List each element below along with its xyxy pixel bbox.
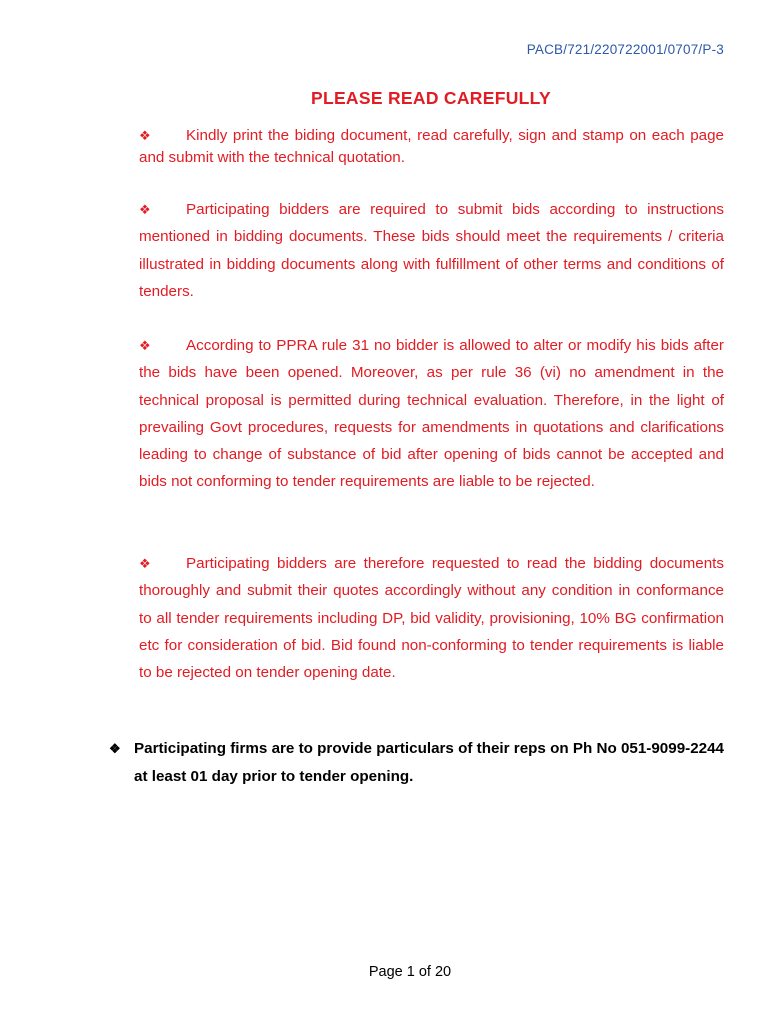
- page-number: Page 1 of 20: [368, 964, 452, 980]
- instruction-paragraph-4: [139, 550, 724, 686]
- final-note: [109, 735, 724, 790]
- instruction-paragraph-2: [139, 196, 724, 305]
- instruction-paragraph-1: [139, 125, 724, 169]
- instruction-paragraph-3: [139, 332, 724, 496]
- instruction-text-3: According to PPRA rule 31 no bidder is allowed to alter or modify his bids after the bids have been opened. Moreover, as per rule 36 (vi) no amendment in the technical proposal is permitted during technical evaluation. Therefore, in the light of prevailing Govt procedures, requests for amendments in quotations and clarifications leading to change of substance of bid after opening of bids cannot be accepted and bids not conforming to tender requirements are liable to be rejected.: [139, 337, 724, 491]
- diamond-bullet-icon: ❖: [139, 202, 151, 217]
- instruction-text-4: Participating bidders are therefore requested to read the bidding documents thoroughly and submit their quotes accordingly without any condition in conformance to all tender requirements including DP, bid validity, provisioning, 10% BG confirmation etc for consideration of bid. Bid found non-conforming to tender requirements is liable to be rejected on tender opening date.: [139, 555, 724, 682]
- diamond-bullet-icon: ❖: [139, 556, 151, 571]
- document-reference: PACB/721/220722001/0707/P-3: [526, 42, 724, 57]
- page-title: PLEASE READ CAREFULLY: [311, 88, 551, 108]
- diamond-bullet-icon: ❖: [109, 741, 121, 756]
- instruction-text-1: Kindly print the biding document, read carefully, sign and stamp on each page and submit with the technical quotation.: [139, 127, 724, 166]
- diamond-bullet-icon: ❖: [139, 338, 151, 353]
- diamond-bullet-icon: ❖: [139, 128, 151, 143]
- instruction-text-2: Participating bidders are required to submit bids according to instructions mentioned in bidding documents. These bids should meet the requirements / criteria illustrated in bidding documents along with fulfillment of other terms and conditions of tenders.: [139, 201, 724, 300]
- final-note-text: Participating firms are to provide particulars of their reps on Ph No 051-9099-2244 at least 01 day prior to tender opening.: [134, 740, 724, 785]
